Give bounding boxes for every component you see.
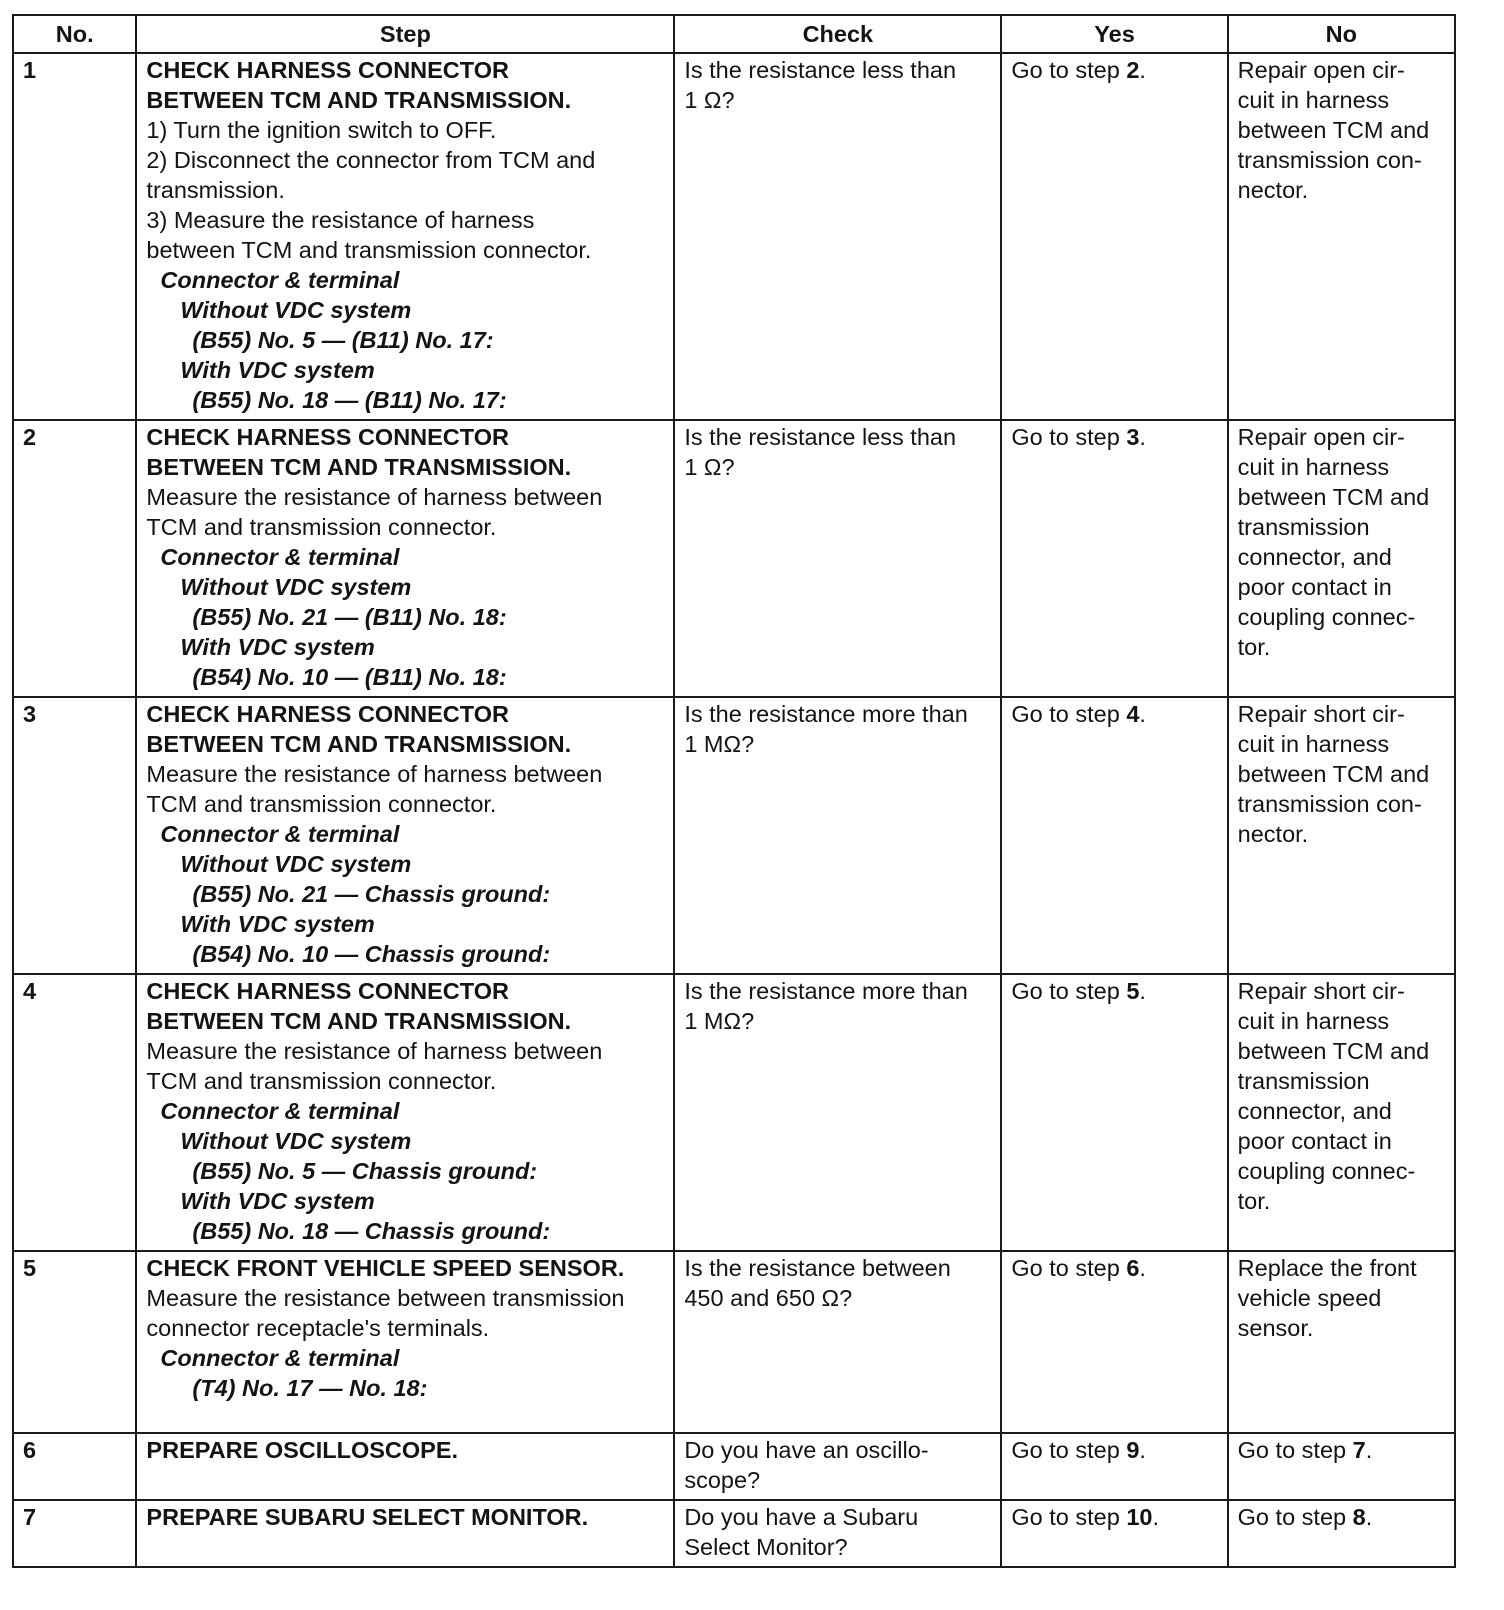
step-cell [136, 1251, 674, 1433]
header-check: Check [674, 15, 1001, 53]
terminal-spec: (B54) No. 10 — (B11) No. 18: [192, 664, 507, 690]
yes-suffix: . [1139, 424, 1146, 450]
yes-step-ref: 5 [1126, 978, 1140, 1004]
check-line: 1 Ω? [684, 454, 735, 480]
step-cell [136, 974, 674, 1251]
step-title: BETWEEN TCM AND TRANSMISSION. [146, 87, 572, 113]
check-cell [674, 697, 1001, 974]
connector-terminal-heading: Connector & terminal [160, 1345, 400, 1371]
system-variant: Without VDC system [180, 851, 412, 877]
instruction-line: Measure the resistance of harness between [146, 484, 603, 510]
no-line: Repair short cir- [1237, 978, 1405, 1004]
system-variant: With VDC system [180, 357, 375, 383]
no-step-ref: 8 [1352, 1504, 1366, 1530]
header-row [13, 15, 1455, 53]
table-row [13, 53, 1455, 420]
instruction-line: TCM and transmission connector. [146, 514, 497, 540]
instruction-line: 1) Turn the ignition switch to OFF. [146, 117, 497, 143]
yes-text: Go to step [1011, 978, 1127, 1004]
check-line: Select Monitor? [684, 1534, 848, 1560]
step-title: CHECK HARNESS CONNECTOR [146, 701, 509, 727]
check-line: 450 and 650 Ω? [684, 1285, 853, 1311]
terminal-spec: (B55) No. 18 — Chassis ground: [192, 1218, 551, 1244]
instruction-line: TCM and transmission connector. [146, 791, 497, 817]
yes-cell [1001, 1251, 1227, 1433]
table-row [13, 1251, 1455, 1433]
connector-terminal-heading: Connector & terminal [160, 544, 400, 570]
no-line: Repair open cir- [1237, 57, 1405, 83]
system-variant: Without VDC system [180, 297, 412, 323]
terminal-spec: (B55) No. 5 — (B11) No. 17: [192, 327, 494, 353]
yes-cell [1001, 974, 1227, 1251]
table-row [13, 974, 1455, 1251]
no-line: poor contact in [1237, 574, 1392, 600]
terminal-spec: (T4) No. 17 — No. 18: [192, 1375, 428, 1401]
table-row [13, 1433, 1455, 1500]
system-variant: Without VDC system [180, 574, 412, 600]
connector-terminal-heading: Connector & terminal [160, 821, 400, 847]
no-step-ref: 7 [1352, 1437, 1366, 1463]
instruction-line: 3) Measure the resistance of harness [146, 207, 535, 233]
check-line: Is the resistance less than [684, 424, 957, 450]
step-number: 2 [13, 420, 136, 697]
check-line: Do you have an oscillo- [684, 1437, 929, 1463]
yes-step-ref: 4 [1126, 701, 1140, 727]
no-line: coupling connec- [1237, 604, 1416, 630]
no-line: between TCM and [1237, 484, 1430, 510]
yes-cell [1001, 420, 1227, 697]
no-text: Go to step [1237, 1504, 1353, 1530]
check-line: 1 Ω? [684, 87, 735, 113]
no-text: Go to step [1237, 1437, 1353, 1463]
yes-cell [1001, 53, 1227, 420]
yes-text: Go to step [1011, 1437, 1127, 1463]
step-cell [136, 697, 674, 974]
no-line: tor. [1237, 634, 1271, 660]
no-line: transmission [1237, 1068, 1370, 1094]
table-row [13, 1500, 1455, 1567]
check-cell [674, 1251, 1001, 1433]
check-line: Do you have a Subaru [684, 1504, 919, 1530]
check-cell [674, 1500, 1001, 1567]
diagnostic-table [12, 14, 1456, 1568]
check-cell [674, 974, 1001, 1251]
instruction-line: TCM and transmission connector. [146, 1068, 497, 1094]
no-cell [1228, 697, 1455, 974]
yes-cell [1001, 1433, 1227, 1500]
no-line: cuit in harness [1237, 731, 1390, 757]
step-cell [136, 1433, 674, 1500]
check-line: Is the resistance less than [684, 57, 957, 83]
step-title: PREPARE SUBARU SELECT MONITOR. [146, 1504, 589, 1530]
no-line: connector, and [1237, 544, 1392, 570]
step-number: 6 [13, 1433, 136, 1500]
instruction-line: Measure the resistance between transmission [146, 1285, 625, 1311]
instruction-line: transmission. [146, 177, 285, 203]
check-line: Is the resistance between [684, 1255, 951, 1281]
no-line: Repair open cir- [1237, 424, 1405, 450]
yes-suffix: . [1139, 1255, 1146, 1281]
check-line: Is the resistance more than [684, 701, 968, 727]
yes-cell [1001, 697, 1227, 974]
no-line: cuit in harness [1237, 454, 1390, 480]
no-line: sensor. [1237, 1315, 1314, 1341]
no-line: transmission con- [1237, 791, 1422, 817]
check-cell [674, 1433, 1001, 1500]
system-variant: With VDC system [180, 634, 375, 660]
no-suffix: . [1365, 1437, 1373, 1463]
no-line: nector. [1237, 177, 1309, 203]
no-line: between TCM and [1237, 117, 1430, 143]
step-title: CHECK HARNESS CONNECTOR [146, 57, 509, 83]
step-number: 3 [13, 697, 136, 974]
instruction-line: Measure the resistance of harness between [146, 1038, 603, 1064]
no-cell [1228, 420, 1455, 697]
connector-terminal-heading: Connector & terminal [160, 1098, 400, 1124]
instruction-line: between TCM and transmission connector. [146, 237, 592, 263]
step-number: 7 [13, 1500, 136, 1567]
yes-cell [1001, 1500, 1227, 1567]
yes-suffix: . [1139, 978, 1146, 1004]
step-number: 1 [13, 53, 136, 420]
yes-suffix: . [1139, 1437, 1146, 1463]
connector-terminal-heading: Connector & terminal [160, 267, 400, 293]
check-line: 1 MΩ? [684, 731, 755, 757]
no-line: coupling connec- [1237, 1158, 1416, 1184]
instruction-line: connector receptacle's terminals. [146, 1315, 490, 1341]
terminal-spec: (B55) No. 21 — Chassis ground: [192, 881, 551, 907]
no-line: between TCM and [1237, 761, 1430, 787]
no-cell [1228, 1433, 1455, 1500]
no-line: nector. [1237, 821, 1309, 847]
step-cell [136, 1500, 674, 1567]
yes-text: Go to step [1011, 57, 1127, 83]
no-line: connector, and [1237, 1098, 1392, 1124]
yes-text: Go to step [1011, 701, 1127, 727]
terminal-spec: (B55) No. 18 — (B11) No. 17: [192, 387, 507, 413]
no-line: poor contact in [1237, 1128, 1392, 1154]
step-title: CHECK FRONT VEHICLE SPEED SENSOR. [146, 1255, 625, 1281]
check-line: Is the resistance more than [684, 978, 968, 1004]
header-no: No. [13, 15, 136, 53]
instruction-line: Measure the resistance of harness between [146, 761, 603, 787]
yes-step-ref: 3 [1126, 424, 1140, 450]
step-title: PREPARE OSCILLOSCOPE. [146, 1437, 459, 1463]
instruction-line: 2) Disconnect the connector from TCM and [146, 147, 596, 173]
step-title: BETWEEN TCM AND TRANSMISSION. [146, 731, 572, 757]
no-cell [1228, 1500, 1455, 1567]
terminal-spec: (B55) No. 21 — (B11) No. 18: [192, 604, 507, 630]
system-variant: Without VDC system [180, 1128, 412, 1154]
check-cell [674, 53, 1001, 420]
no-line: transmission con- [1237, 147, 1422, 173]
yes-suffix: . [1152, 1504, 1160, 1530]
yes-step-ref: 6 [1126, 1255, 1140, 1281]
header-no-answer: No [1228, 15, 1455, 53]
yes-step-ref: 9 [1126, 1437, 1140, 1463]
step-cell [136, 53, 674, 420]
no-line: cuit in harness [1237, 1008, 1390, 1034]
yes-text: Go to step [1011, 1255, 1127, 1281]
check-cell [674, 420, 1001, 697]
step-number: 5 [13, 1251, 136, 1433]
step-cell [136, 420, 674, 697]
no-line: Repair short cir- [1237, 701, 1405, 727]
system-variant: With VDC system [180, 911, 375, 937]
no-line: Replace the front [1237, 1255, 1417, 1281]
no-cell [1228, 974, 1455, 1251]
no-line: vehicle speed [1237, 1285, 1382, 1311]
no-line: transmission [1237, 514, 1370, 540]
step-title: CHECK HARNESS CONNECTOR [146, 978, 509, 1004]
step-title: BETWEEN TCM AND TRANSMISSION. [146, 454, 572, 480]
no-line: between TCM and [1237, 1038, 1430, 1064]
terminal-spec: (B54) No. 10 — Chassis ground: [192, 941, 551, 967]
no-cell [1228, 53, 1455, 420]
table-row [13, 420, 1455, 697]
yes-suffix: . [1139, 701, 1146, 727]
yes-suffix: . [1139, 57, 1146, 83]
no-cell [1228, 1251, 1455, 1433]
table-row [13, 697, 1455, 974]
header-step: Step [136, 15, 674, 53]
no-line: cuit in harness [1237, 87, 1390, 113]
terminal-spec: (B55) No. 5 — Chassis ground: [192, 1158, 538, 1184]
yes-text: Go to step [1011, 1504, 1127, 1530]
step-number: 4 [13, 974, 136, 1251]
check-line: scope? [684, 1467, 761, 1493]
yes-step-ref: 2 [1126, 57, 1140, 83]
system-variant: With VDC system [180, 1188, 375, 1214]
no-suffix: . [1365, 1504, 1373, 1530]
step-title: CHECK HARNESS CONNECTOR [146, 424, 509, 450]
header-yes: Yes [1001, 15, 1227, 53]
step-title: BETWEEN TCM AND TRANSMISSION. [146, 1008, 572, 1034]
check-line: 1 MΩ? [684, 1008, 755, 1034]
yes-text: Go to step [1011, 424, 1127, 450]
yes-step-ref: 10 [1126, 1504, 1153, 1530]
no-line: tor. [1237, 1188, 1271, 1214]
